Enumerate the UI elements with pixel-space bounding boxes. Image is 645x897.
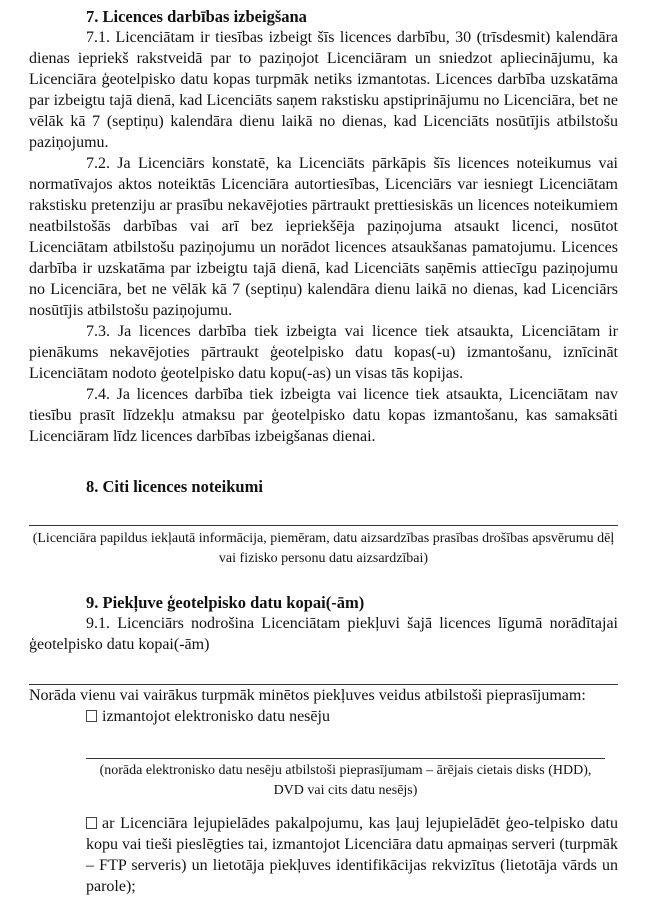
access-instruction: Norāda vienu vai vairākus turpmāk minētos piekļuves veidus atbilstoši pieprasījumam: [29,687,586,704]
option-electronic-media [86,706,618,727]
fill-in-line[interactable] [86,758,605,759]
clause-9-1: 9.1. Licenciārs nodrošina Licenciātam piekļuvi šajā licences līgumā norādītajai ģeotelpisko datu kopai(-ām) [29,615,618,653]
clause-7-2: 7.2. Ja Licenciārs konstatē, ka Licenciāts pārkāpis šīs licences noteikumus vai normatīvajos aktos noteiktās Licenciāra autortiesības, Licenciārs var iesniegt Licenciātam rakstisku pretenziju ar prasību nekavējoties pārtraukt prettiesiskās un licences noteikumiem neatbilstošās darbības vai arī bez iepriekšēja paziņojuma atsaukt licenci, nosūtot Licenciātam atbilstošu paziņojumu un norādot licences atsaukšanas pamatojumu. Licences darbība ir uzskatāma par izbeigtu tajā dienā, kad Licenciāts saņēmis attiecīgu paziņojumu no Licenciāra, bet ne vēlāk kā 7 (septiņu) kalendāra dienu laikā no dienas, kad Licenciārs nosūtījis atbilstošu paziņojumu. [29,155,618,319]
option-download-service-label: ar Licenciāra lejupielādes pakalpojumu, kas ļauj lejupielādēt ģeo-telpisko datu kopu vai tieši pieslēgties tai, izmantojot Licenciāra datu apmaiņas serveri (turpmāk – FTP serveris) un lietotāja piekļuves identifikācijas rekvizītus (lietotāja vārds un parole); [86,815,618,895]
section-9-heading: 9. Piekļuve ģeotelpisko datu kopai(-ām) [86,593,365,612]
document-page [29,6,618,897]
clause-7-4: 7.4. Ja licences darbība tiek izbeigta vai licence tiek atsaukta, Licenciātam nav tiesību prasīt līdzekļu atmaksu par ģeotelpisko datu kopas izmantošanu, kas samaksāti Licenciāram līdz licences darbības izbeigšanas dienai. [29,386,618,445]
section-8-caption: (Licenciāra papildus iekļautā informācija, piemēram, datu aizsardzības prasības drošības apsvērumu dēļ vai fizisko personu datu aizsardzībai) [32,531,615,566]
option-download-service [86,813,618,897]
option-electronic-media-caption: (norāda elektronisko datu nesēju atbilstoši pieprasījumam – ārējais cietais disks (HDD), DVD vai cits datu nesējs) [99,763,592,798]
checkbox-download-service[interactable] [86,817,97,829]
checkbox-electronic-media[interactable] [86,710,97,722]
clause-7-3: 7.3. Ja licences darbība tiek izbeigta vai licence tiek atsaukta, Licenciātam ir pienākums nekavējoties pārtraukt ģeotelpisko datu kopas(-u) izmantošanu, iznīcināt Licenciātam nodoto ģeotelpisko datu kopu(-as) un visas tās kopijas. [29,323,618,382]
fill-in-line[interactable] [29,525,618,526]
section-7-heading: 7. Licences darbības izbeigšana [86,7,307,26]
clause-7-1: 7.1. Licenciātam ir tiesības izbeigt šīs licences darbību, 30 (trīsdesmit) kalendāra dienas iepriekš rakstveidā par to paziņojot Licenciāram un sniedzot apliecinājumu, ka Licenciāra ģeotelpisko datu kopas turpmāk netiks izmantotas. Licences darbība uzskatāma par izbeigtu tajā dienā, kad Licenciāts saņem rakstisku apstiprinājumu no Licenciāra, bet ne vēlāk kā 7 (septiņu) kalendāra dienu laikā no dienas, kad Licenciāts nosūtījis atbilstošu paziņojumu. [29,29,618,151]
option-electronic-media-label: izmantojot elektronisko datu nesēju [102,708,330,725]
section-8-heading: 8. Citi licences noteikumi [86,477,263,496]
